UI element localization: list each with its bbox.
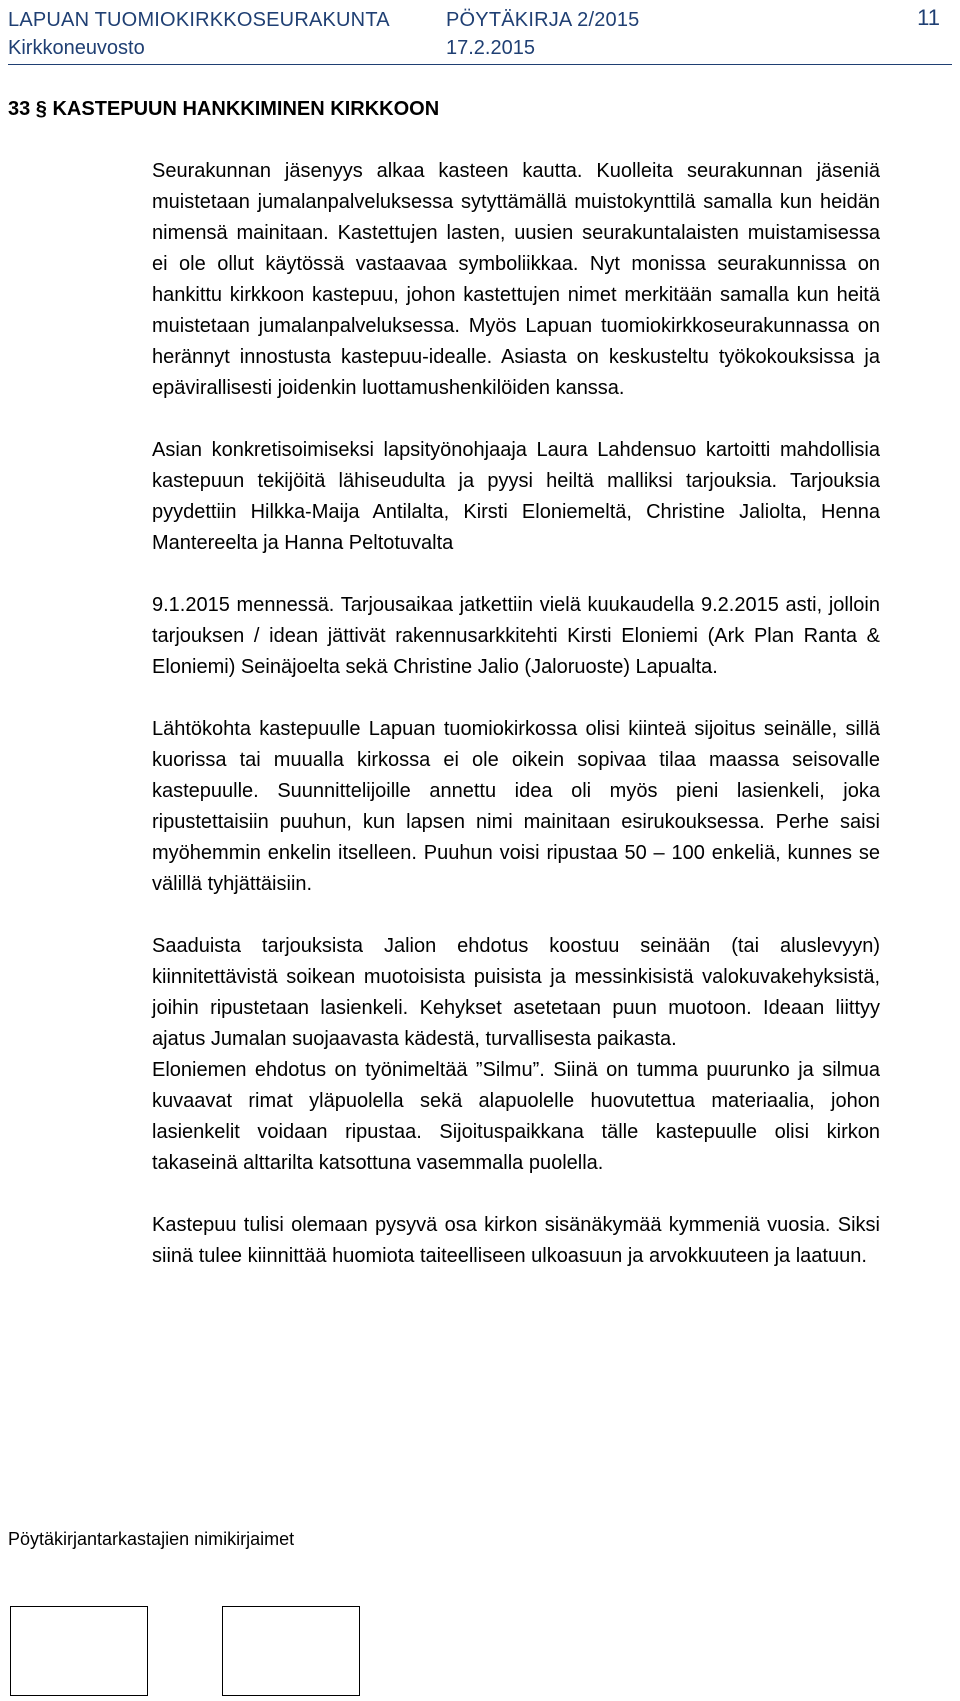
paragraph-offers-requested: Asian konkretisoimiseksi lapsityönohjaaja Laura Lahdensuo kartoitti mahdollisia kastepuun tekijöitä lähiseudulta ja pyysi heiltä malliksi tarjouksia. Tarjouksia pyydettiin Hilkka-Maija Antilalta, Kirsti Eloniemeltä, Christine Jaliolta, Henna Mantereelta ja Hanna Peltotuvalta — [152, 439, 880, 554]
signature-label: Pöytäkirjantarkastajien nimikirjaimet — [8, 1529, 295, 1549]
header-divider — [8, 64, 952, 65]
document-body — [152, 156, 880, 1303]
organization-name: LAPUAN TUOMIOKIRKKOSEURAKUNTA — [8, 9, 390, 31]
paragraph-jalio-proposal: Saaduista tarjouksista Jalion ehdotus koostuu seinään (tai aluslevyyn) kiinnitettävistä soikean muotoisista puisista ja messinkisistä valokuvakehyksistä, joihin ripustetaan lasienkeli. Kehykset asetetaan puun muotoon. Ideaan liittyy ajatus Jumalan suojaavasta kädestä, turvallisesta paikasta. — [152, 935, 880, 1050]
document-title: PÖYTÄKIRJA 2/2015 — [446, 9, 640, 31]
section-title: 33 § KASTEPUUN HANKKIMINEN KIRKKOON — [8, 98, 440, 120]
signature-box-2 — [222, 1606, 360, 1696]
page-number: 11 — [917, 5, 940, 30]
paragraph-placement: Lähtökohta kastepuulle Lapuan tuomiokirkossa olisi kiinteä sijoitus seinälle, sillä kuorissa tai muualla kirkossa ei ole oikein sopivaa tilaa maassa seisovalle kastepuulle. Suunnittelijoille annettu idea oli myös pieni lasienkeli, joka ripustettaisiin puuhun, kun lapsen nimi mainitaan esirukouksessa. Perhe saisi myöhemmin enkelin itselleen. Puuhun voisi ripustaa 50 – 100 enkeliä, kunnes se välillä tyhjättäisiin. — [152, 718, 880, 895]
paragraph-permanence: Kastepuu tulisi olemaan pysyvä osa kirkon sisänäkymää kymmeniä vuosia. Siksi siinä tulee kiinnittää huomiota taiteelliseen ulkoasuun ja arvokkuuteen ja laatuun. — [152, 1214, 880, 1267]
meeting-date: 17.2.2015 — [446, 37, 535, 59]
department-name: Kirkkoneuvosto — [8, 37, 145, 59]
page-header — [8, 4, 952, 64]
signature-box-1 — [10, 1606, 148, 1696]
paragraph-eloniemi-proposal: Eloniemen ehdotus on työnimeltää ”Silmu”. Siinä on tumma puurunko ja silmua kuvaavat rimat yläpuolella sekä alapuolelle huovutettua materiaalia, johon lasienkelit voidaan ripustaa. Sijoituspaikkana tälle kastepuulle olisi kirkon takaseinä alttarilta katsottuna vasemmalla puolella. — [152, 1059, 880, 1174]
paragraph-membership: Seurakunnan jäsenyys alkaa kasteen kautta. Kuolleita seurakunnan jäseniä muistetaan jumalanpalveluksessa sytyttämällä muistokynttilä samalla kun heidän nimensä mainitaan. Kastettujen lasten, uusien seurakuntalaisten muistamisessa ei ole ollut käytössä vastaavaa symboliikkaa. Nyt monissa seurakunnissa on hankittu kirkkoon kastepuu, johon kastettujen nimet merkitään samalla kun heitä muistetaan jumalanpalveluksessa. Myös Lapuan tuomiokirkkoseurakunnassa on herännyt innostusta kastepuu-idealle. Asiasta on keskusteltu työkokouksissa ja epävirallisesti joidenkin luottamushenkilöiden kanssa. — [152, 160, 880, 399]
paragraph-offer-deadline: 9.1.2015 mennessä. Tarjousaikaa jatkettiin vielä kuukaudella 9.2.2015 asti, jolloin tarjouksen / idean jättivät rakennusarkkitehti Kirsti Eloniemi (Ark Plan Ranta & Eloniemi) Seinäjoelta sekä Christine Jalio (Jaloruoste) Lapualta. — [152, 594, 880, 678]
